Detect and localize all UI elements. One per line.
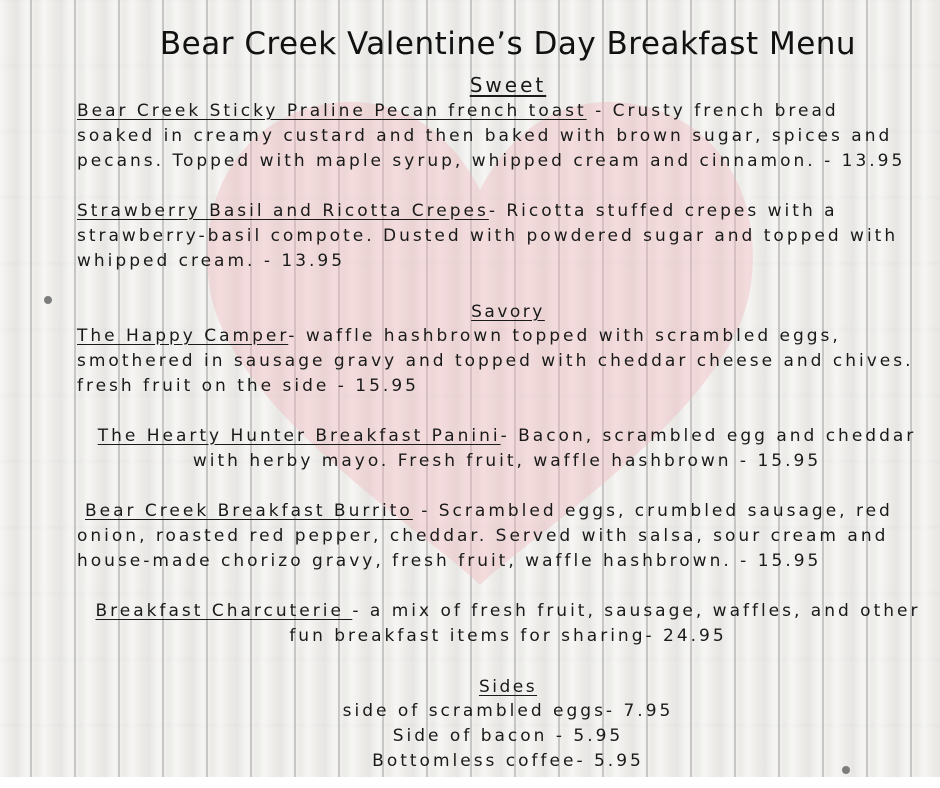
item-description: - Bacon, scrambled egg and cheddar bbox=[500, 426, 917, 446]
item-description: with herby mayo. Fresh fruit, waffle hashbrown - 15.95 bbox=[192, 451, 822, 471]
item-first-line bbox=[77, 499, 893, 524]
item-first-line bbox=[77, 599, 939, 624]
item-name: The Happy Camper bbox=[77, 326, 289, 346]
item-name: Bear Creek Sticky Praline Pecan french toast bbox=[77, 101, 587, 121]
item-description: - Ricotta stuffed crepes with a bbox=[488, 201, 838, 221]
menu-item-happy-camper bbox=[77, 324, 914, 399]
item-first-line bbox=[77, 99, 905, 124]
menu-item-hearty-hunter bbox=[77, 424, 937, 474]
item-description: whipped cream. - 13.95 bbox=[77, 251, 346, 271]
item-description: - Crusty french bread bbox=[586, 101, 839, 121]
item-name: The Hearty Hunter Breakfast Panini bbox=[97, 426, 501, 446]
item-description: fun breakfast items for sharing- 24.95 bbox=[289, 626, 727, 646]
side-item: side of scrambled eggs- 7.95 bbox=[342, 701, 674, 721]
item-description: - Scrambled eggs, crumbled sausage, red bbox=[412, 501, 893, 521]
side-item: Side of bacon - 5.95 bbox=[392, 726, 624, 746]
item-description: soaked in creamy custard and then baked with brown sugar, spices and bbox=[77, 126, 893, 146]
savory-heading: Savory bbox=[471, 302, 545, 322]
menu-item-french-toast bbox=[77, 99, 905, 174]
item-description: onion, roasted red pepper, cheddar. Served with salsa, sour cream and bbox=[77, 526, 889, 546]
menu-item-crepes bbox=[77, 199, 898, 274]
item-description: smothered in sausage gravy and topped with cheddar cheese and chives. bbox=[77, 351, 914, 371]
menu-item-burrito bbox=[77, 499, 893, 574]
item-description: - a mix of fresh fruit, sausage, waffles, and other bbox=[352, 601, 921, 621]
sides-list bbox=[0, 699, 940, 774]
sides-heading: Sides bbox=[478, 677, 538, 697]
item-first-line bbox=[77, 324, 914, 349]
sweet-heading: Sweet bbox=[469, 73, 547, 97]
item-name: Strawberry Basil and Ricotta Crepes bbox=[77, 201, 489, 221]
item-description: strawberry-basil compote. Dusted with powdered sugar and topped with bbox=[77, 226, 899, 246]
item-description: house-made chorizo gravy, fresh fruit, waffle hashbrown. - 15.95 bbox=[77, 551, 822, 571]
bottom-border bbox=[0, 777, 940, 788]
item-description: - waffle hashbrown topped with scrambled eggs, bbox=[288, 326, 841, 346]
item-first-line bbox=[77, 199, 898, 224]
item-name: Breakfast Charcuterie bbox=[95, 601, 353, 621]
menu-item-charcuterie bbox=[77, 599, 939, 649]
item-first-line bbox=[77, 424, 937, 449]
menu-title: Bear Creek Valentine’s Day Breakfast Menu bbox=[159, 26, 857, 62]
side-item: Bottomless coffee- 5.95 bbox=[372, 751, 644, 771]
item-name: Bear Creek Breakfast Burrito bbox=[85, 501, 413, 521]
item-description: fresh fruit on the side - 15.95 bbox=[77, 376, 419, 396]
item-description: pecans. Topped with maple syrup, whipped cream and cinnamon. - 13.95 bbox=[77, 151, 906, 171]
